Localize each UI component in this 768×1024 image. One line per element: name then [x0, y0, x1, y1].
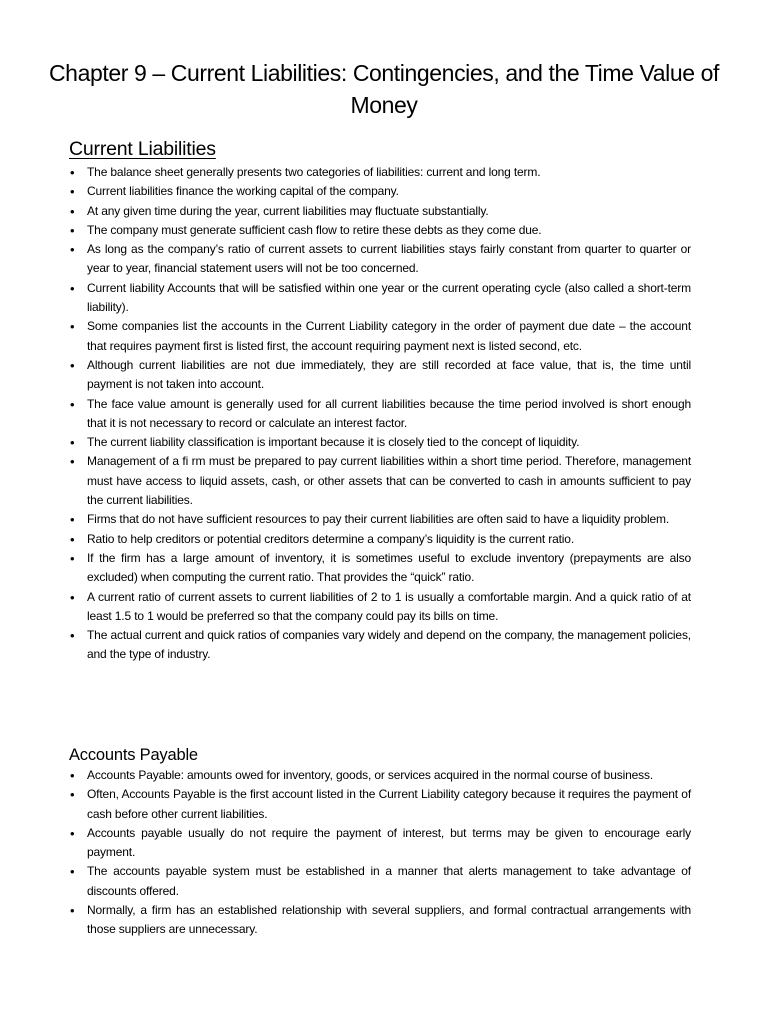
document-title: Chapter 9 – Current Liabilities: Contingencies, and the Time Value of Money	[48, 60, 720, 118]
bullet-item: • Often, Accounts Payable is the first account listed in the Current Liability category because it requires the payment of cash before other current liabilities.	[87, 785, 691, 824]
bullet-item: • Current liability Accounts that will be satisfied within one year or the current operating cycle (also called a short-term liability).	[87, 279, 691, 318]
bullet-item: • Normally, a firm has an established relationship with several suppliers, and formal contractual arrangements with those suppliers are unnecessary.	[87, 901, 691, 940]
bullet-item: • Firms that do not have sufficient resources to pay their current liabilities are often said to have a liquidity problem.	[87, 510, 691, 529]
bullet-item: • At any given time during the year, current liabilities may fluctuate substantially.	[87, 202, 691, 221]
bullet-item: • A current ratio of current assets to current liabilities of 2 to 1 is usually a comfortable margin. And a quick ratio of at least 1.5 to 1 would be preferred so that the company could pay its bills on time.	[87, 588, 691, 627]
bullet-item: • The company must generate sufficient cash flow to retire these debts as they come due.	[87, 221, 691, 240]
bullet-item: • Current liabilities finance the working capital of the company.	[87, 182, 691, 201]
bullet-item: • Ratio to help creditors or potential creditors determine a company’s liquidity is the current ratio.	[87, 530, 691, 549]
bullet-item: • The balance sheet generally presents two categories of liabilities: current and long term.	[87, 163, 691, 182]
bullet-item: • Some companies list the accounts in the Current Liability category in the order of payment due date – the account that requires payment first is listed first, the account requiring payment next is listed second, etc.	[87, 317, 691, 356]
section-heading-accounts-payable: Accounts Payable	[69, 746, 198, 764]
section-heading-current-liabilities: Current Liabilities	[69, 138, 216, 160]
bullet-item: • Management of a fi rm must be prepared to pay current liabilities within a short time period. Therefore, management must have access to liquid assets, cash, or other assets that can be converted to cash in amounts sufficient to pay the current liabilities.	[87, 452, 691, 510]
bullet-item: • Accounts payable usually do not require the payment of interest, but terms may be given to encourage early payment.	[87, 824, 691, 863]
bullet-item: • Although current liabilities are not due immediately, they are still recorded at face value, that is, the time until payment is not taken into account.	[87, 356, 691, 395]
bullet-item: • Accounts Payable: amounts owed for inventory, goods, or services acquired in the normal course of business.	[87, 766, 691, 785]
bullet-item: • The accounts payable system must be established in a manner that alerts management to take advantage of discounts offered.	[87, 862, 691, 901]
bullet-item: • The actual current and quick ratios of companies vary widely and depend on the company, the management policies, and the type of industry.	[87, 626, 691, 665]
current-liabilities-bullet-list	[87, 163, 691, 665]
bullet-item: • If the firm has a large amount of inventory, it is sometimes useful to exclude inventory (prepayments are also excluded) when computing the current ratio. That provides the “quick” ratio.	[87, 549, 691, 588]
bullet-item: • The current liability classification is important because it is closely tied to the concept of liquidity.	[87, 433, 691, 452]
bullet-item: • As long as the company’s ratio of current assets to current liabilities stays fairly constant from quarter to quarter or year to year, financial statement users will not be too concerned.	[87, 240, 691, 279]
bullet-item: • The face value amount is generally used for all current liabilities because the time period involved is short enough that it is not necessary to record or calculate an interest factor.	[87, 395, 691, 434]
accounts-payable-bullet-list	[87, 766, 691, 940]
